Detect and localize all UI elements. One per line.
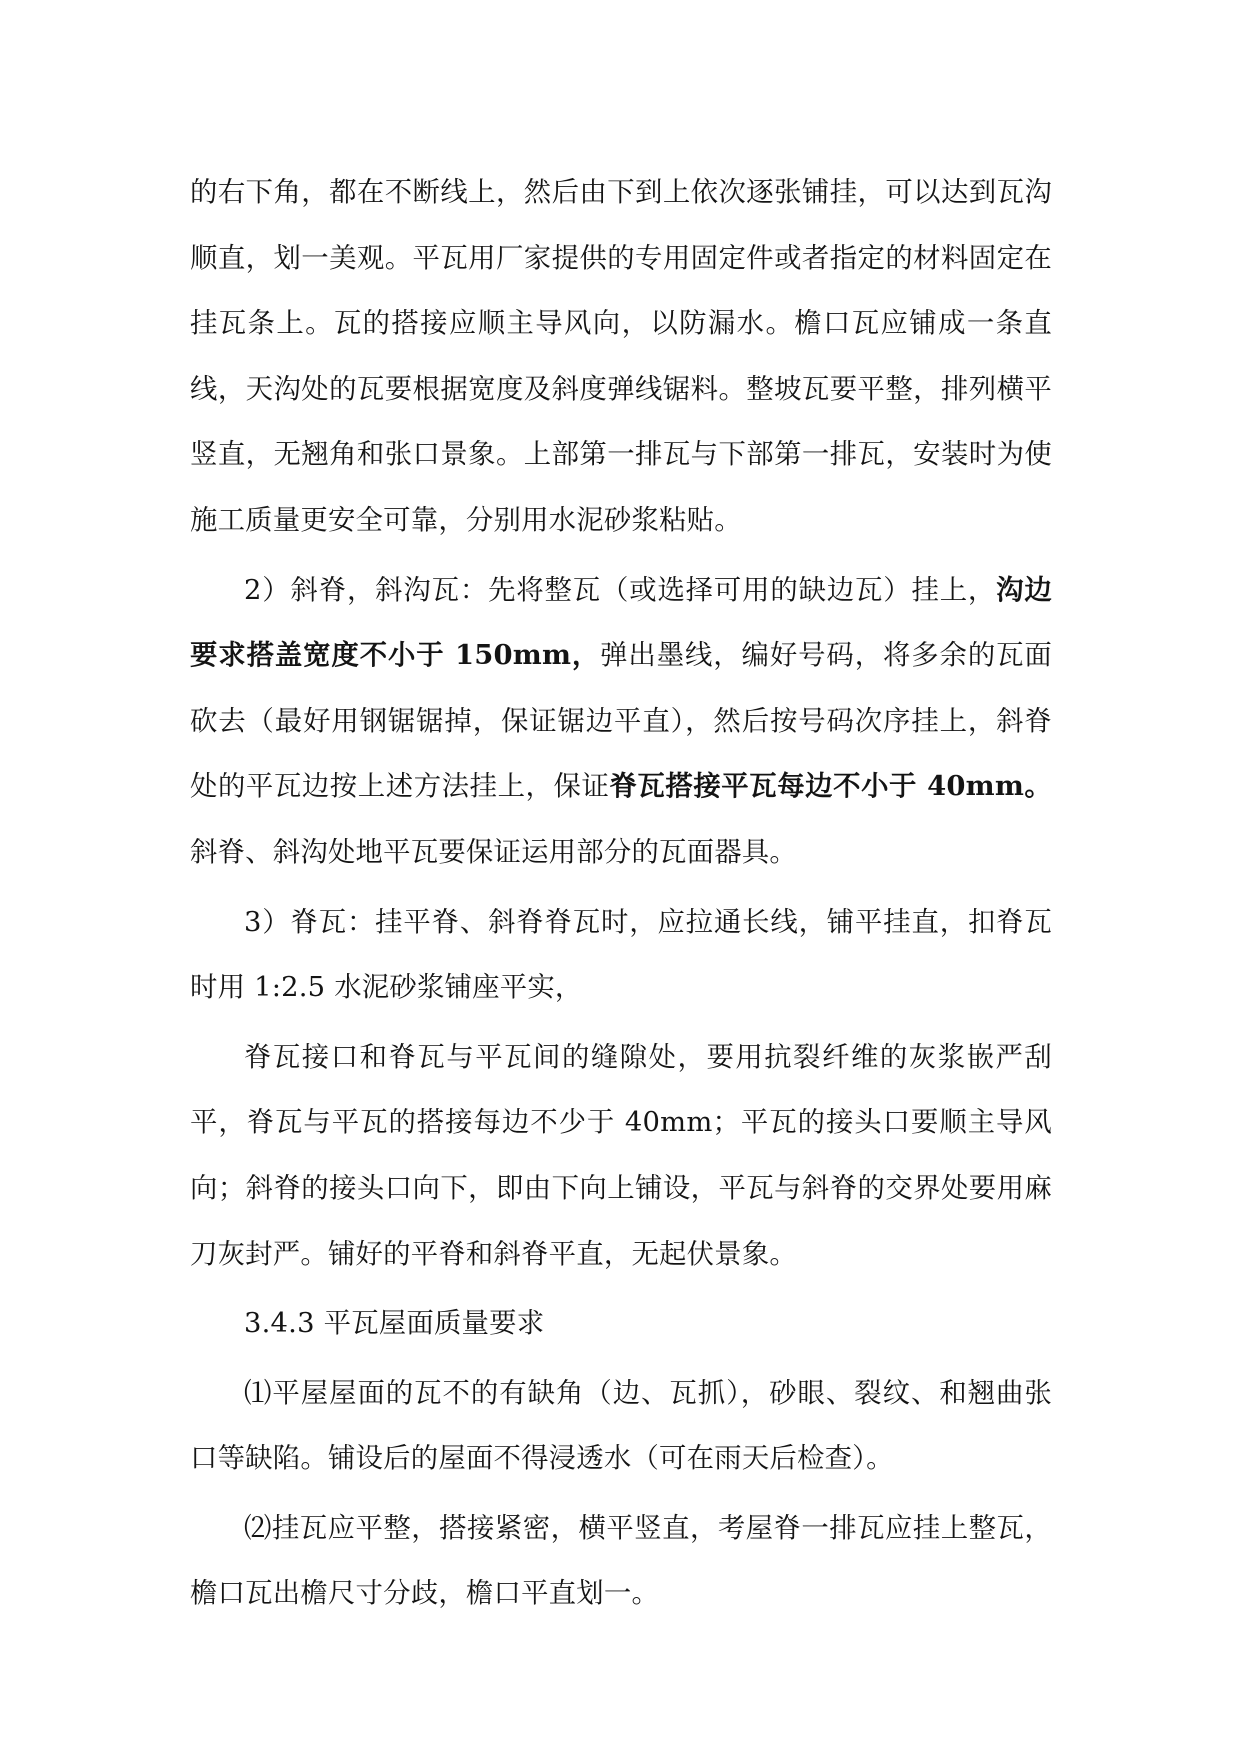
bold-requirement-40mm: 脊瓦搭接平瓦每边不小于 40mm。 (609, 770, 1052, 803)
text-segment: 2）斜脊，斜沟瓦：先将整瓦（或选择可用的缺边瓦）挂上， (244, 574, 997, 606)
text-segment: 弹出墨线，编好号码，将多余的瓦面砍去（最好用钢锯锯掉，保证锯边平直），然后按号码次序挂上，斜脊处的平瓦边按上述方法挂上，保证 (190, 640, 1052, 803)
paragraph-roof-tile-laying (190, 160, 1052, 554)
section-heading-quality-requirements (190, 1291, 1052, 1357)
paragraph-ridge-joints (190, 1025, 1052, 1287)
text-segment: 斜脊、斜沟处地平瓦要保证运用部分的瓦面器具。 (190, 836, 797, 868)
paragraph-quality-item-1 (190, 1361, 1052, 1492)
text-segment: 的右下角，都在不断线上，然后由下到上依次逐张铺挂，可以达到瓦沟顺直，划一美观。平瓦用厂家提供的专用固定件或者指定的材料固定在挂瓦条上。瓦的搭接应顺主导风向，以防漏水。檐口瓦应铺成一条直 线，天沟处的瓦要根据宽度及斜度弹线锯料。整坡瓦要平整，排列横平竖直，无翘角和张口景象。上部第一排瓦与下部第一排瓦，安装时为使施工质量更安全可靠，分别用水泥砂浆粘贴。 (190, 177, 1052, 536)
paragraph-ridge-tiles (190, 890, 1052, 1021)
paragraph-hip-valley-tiles (190, 558, 1052, 886)
text-segment: 脊瓦接口和脊瓦与平瓦间的缝隙处，要用抗裂纤维的灰浆嵌严刮平，脊瓦与平瓦的搭接每边不少于 40mm；平瓦的接头口要顺主导风向；斜脊的接头口向下，即由下向上铺设，平瓦与斜脊的交界处要用麻刀灰封严。铺好的平脊和斜脊平直，无起伏景象。 (190, 1041, 1052, 1270)
heading-text: 3.4.3 平瓦屋面质量要求 (244, 1308, 545, 1340)
document-body (190, 160, 1052, 1631)
paragraph-quality-item-2 (190, 1496, 1052, 1627)
bold-requirement-150mm: 沟边要求搭盖宽度不小于 150mm， (190, 573, 1052, 672)
text-segment: 3）脊瓦：挂平脊、斜脊脊瓦时，应拉通长线，铺平挂直，扣脊瓦时用 1:2.5 水泥砂浆铺座平实， (190, 906, 1052, 1004)
text-segment: ⑵挂瓦应平整，搭接紧密，横平竖直，考屋脊一排瓦应挂上整瓦，檐口瓦出檐尺寸分歧，檐口平直划一。 (190, 1512, 1052, 1610)
text-segment: ⑴平屋屋面的瓦不的有缺角（边、瓦抓），砂眼、裂纹、和翘曲张口等缺陷。铺设后的屋面不得浸透水（可在雨天后检查）。 (190, 1377, 1052, 1475)
